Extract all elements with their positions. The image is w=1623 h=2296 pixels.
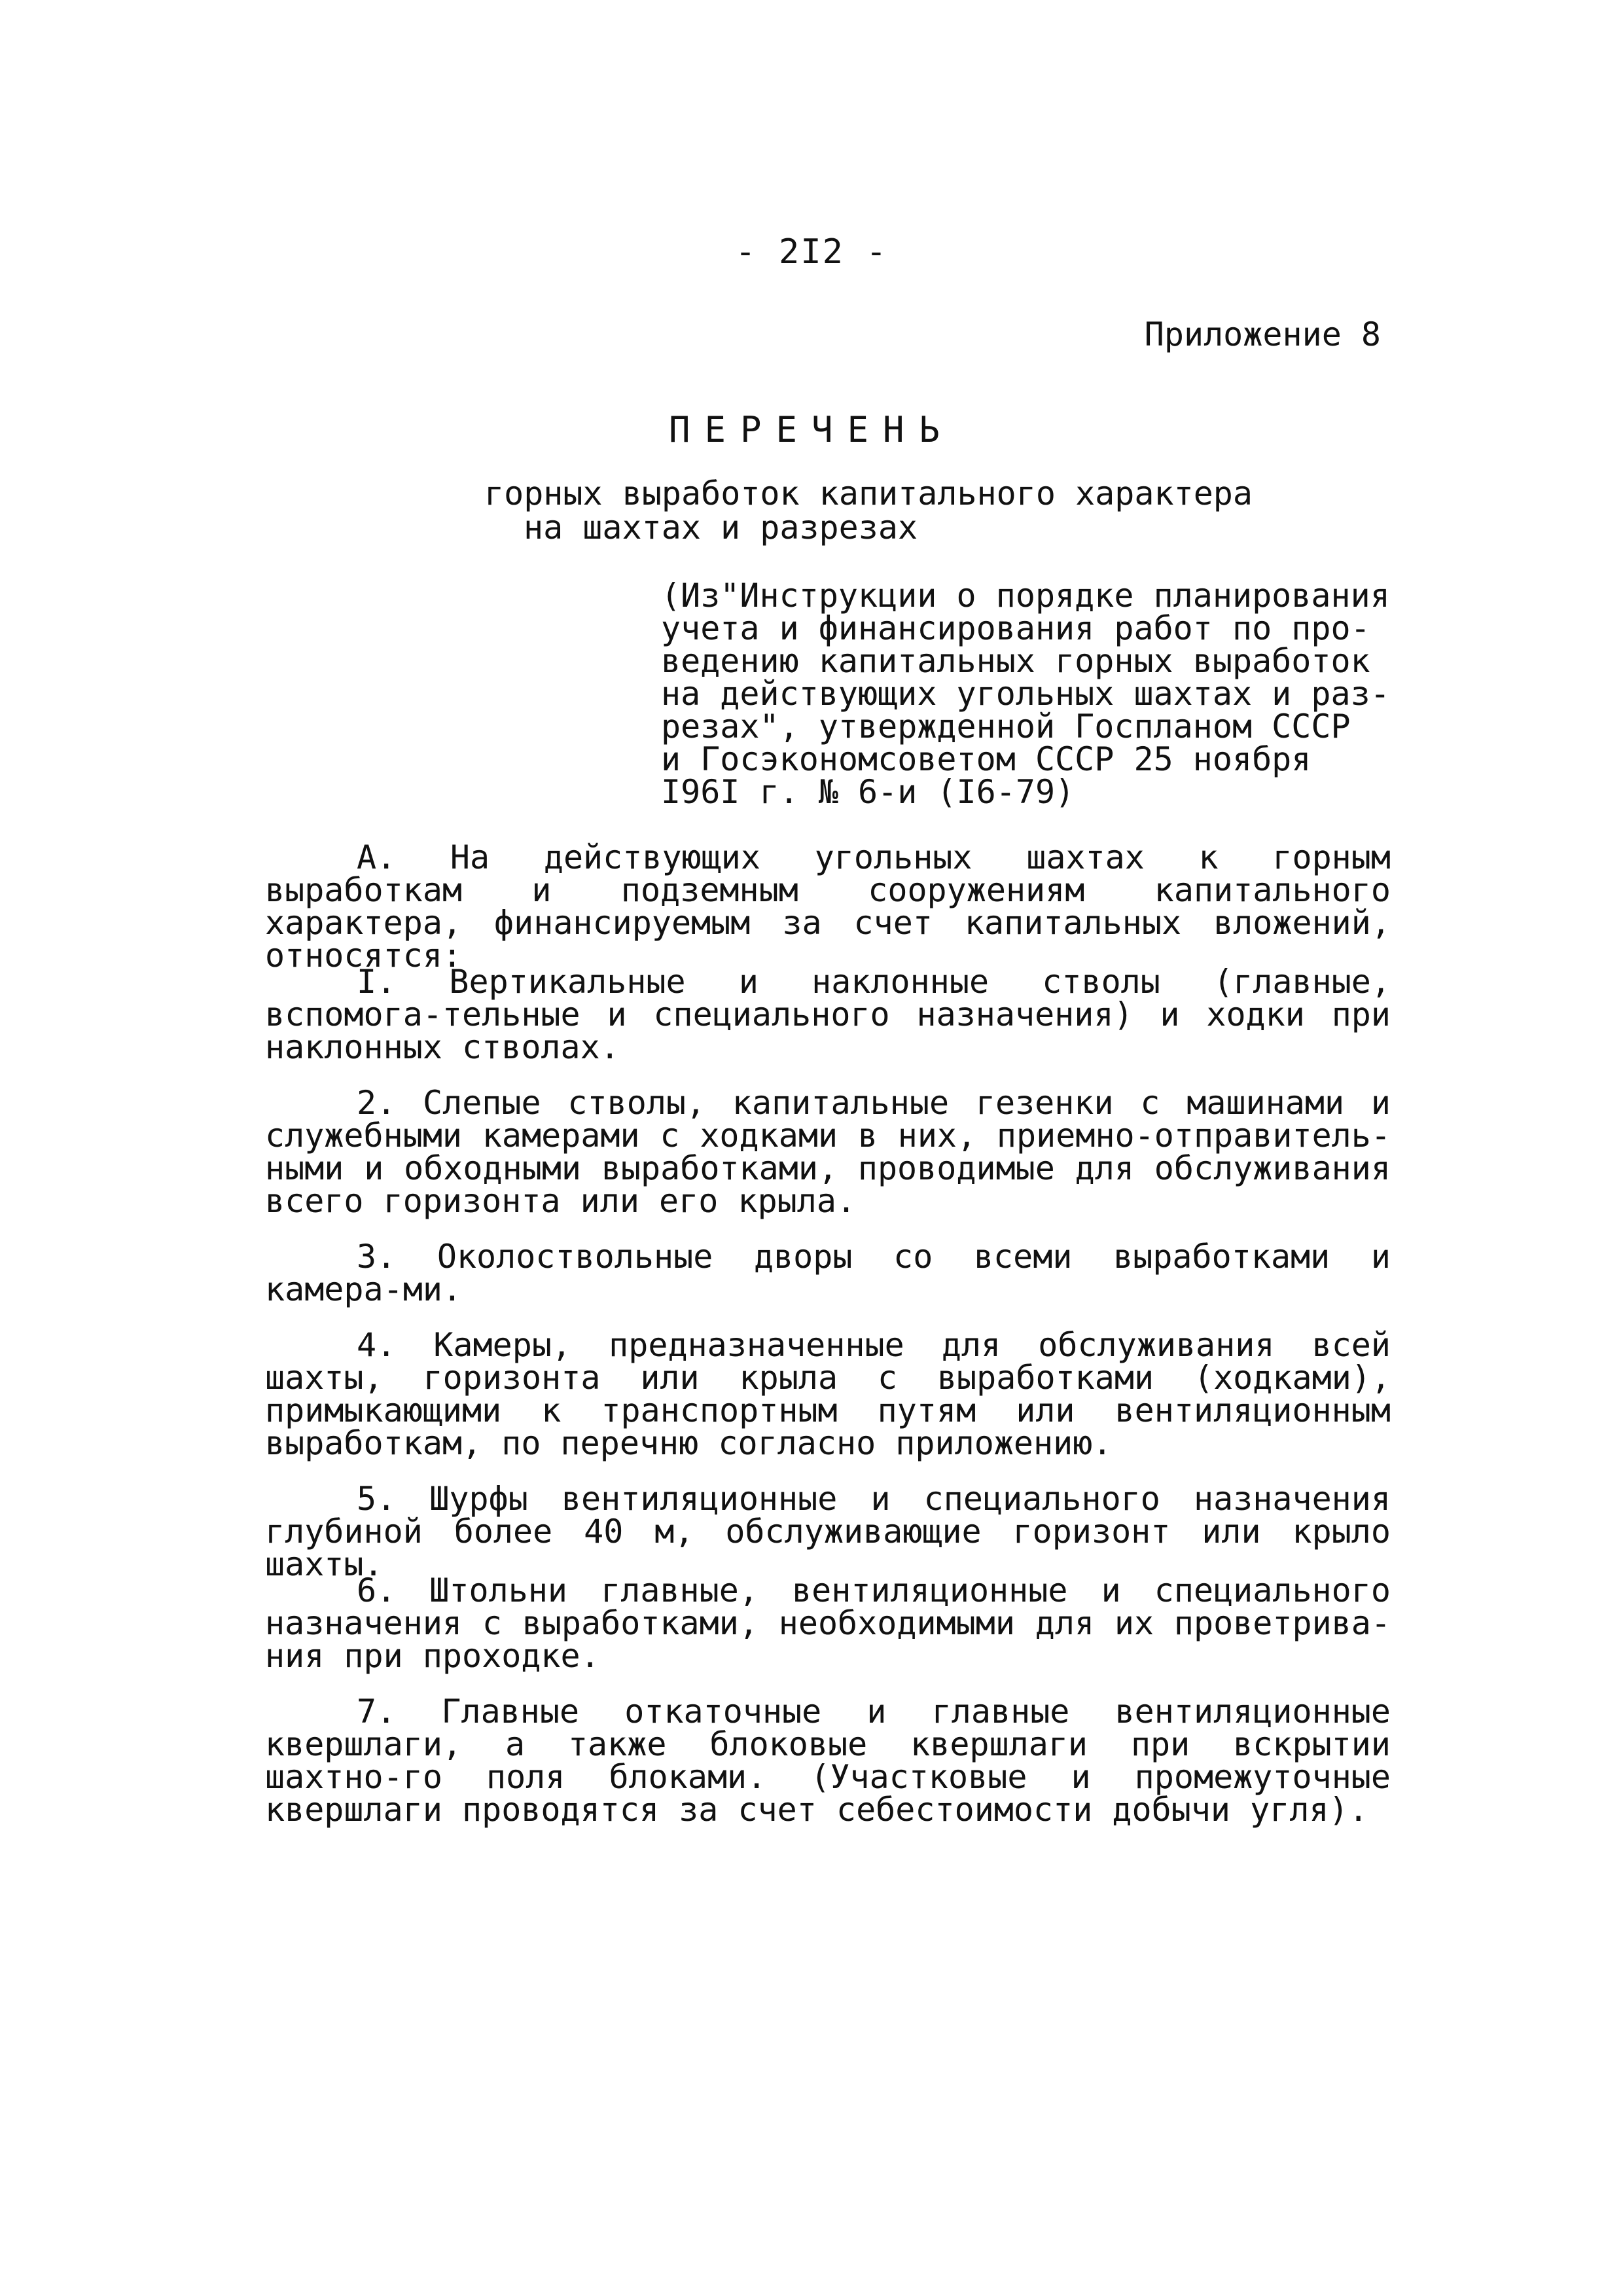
appendix-label: Приложение 8 (1144, 315, 1381, 353)
paragraph-a: А. На действующих угольных шахтах к горным выработкам и подземным сооружениям капитального характера, финансируемым за счет капитальных вложений, относятся: (265, 838, 1391, 975)
source-note: (Из"Инструкции о порядке планирования учета и финансирования работ по про- ведению капитальных горных выработок на действующих угольных шахтах и раз- резах", утвержденной Госпланом СССР и Госэкономсоветом СССР 25 ноября I96I г. № 6-и (I6-79) (661, 577, 1390, 811)
document-subtitle (484, 476, 1414, 545)
subtitle-line-1: горных выработок капитального характера (484, 475, 1253, 512)
paragraph-5: 5. Шурфы вентиляционные и специального назначения глубиной более 40 м, обслуживающие горизонт или крыло шахты. (265, 1480, 1391, 1583)
paragraph-4: 4. Камеры, предназначенные для обслуживания всей шахты, горизонта или крыла с выработками (ходками), примыкающими к транспортным путям или вентиляционным выработкам, по перечню согласно приложению. (265, 1326, 1391, 1462)
subtitle-line-2: на шахтах и разрезах (524, 509, 918, 547)
paragraph-6: 6. Штольни главные, вентиляционные и специального назначения с выработками, необходимыми для их проветрива-ния при проходке. (265, 1571, 1391, 1675)
paragraph-2: 2. Слепые стволы, капитальные гезенки с машинами и служебными камерами с ходками в них, приемно-отправитель-ными и обходными выработками, проводимые для обслуживания всего горизонта или его крыла. (265, 1084, 1391, 1220)
page-number: - 2I2 - (735, 232, 888, 272)
paragraph-3: 3. Околоствольные дворы со всеми выработками и камера-ми. (265, 1238, 1391, 1308)
paragraph-7: 7. Главные откаточные и главные вентиляционные квершлаги, а также блоковые квершлаги при вскрытии шахтно-го поля блоками. (Участковые и промежуточные квершлаги проводятся за счет себестоимости добычи угля). (265, 1693, 1391, 1829)
paragraph-1: I. Вертикальные и наклонные стволы (главные, вспомога-тельные и специального назначения) и ходки при наклонных стволах. (265, 963, 1391, 1066)
document-title: ПЕРЕЧЕНЬ (668, 409, 955, 450)
